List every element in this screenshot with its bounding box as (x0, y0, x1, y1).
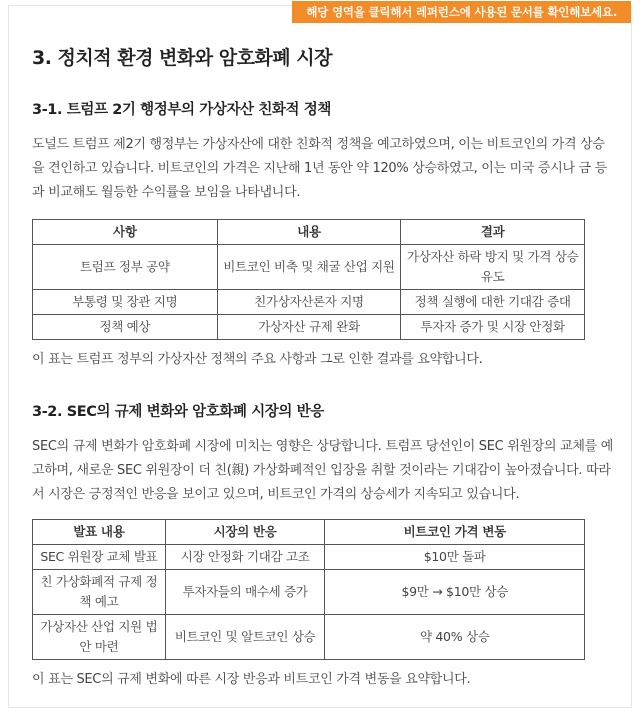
section-heading-3-1: 3-1. 트럼프 2기 행정부의 가상자산 친화적 정책 (32, 102, 331, 118)
table-row (33, 545, 585, 570)
section-heading-3-2: 3-2. SEC의 규제 변화와 암호화폐 시장의 반응 (32, 404, 324, 420)
table-cell: 정책 예상 (33, 315, 218, 340)
table-cell: 가상자산 산업 지원 법안 마련 (33, 615, 166, 660)
table-caption-3-2: 이 표는 SEC의 규제 변화에 따른 시장 반응과 비트코인 가격 변동을 요약합니다. (32, 672, 471, 687)
table-cell: 약 40% 상승 (325, 615, 585, 660)
table-cell: 가상자산 하락 방지 및 가격 상승 유도 (401, 245, 585, 290)
table-row (33, 245, 585, 290)
table-row (33, 570, 585, 615)
column-header: 발표 내용 (33, 520, 166, 545)
table-cell: SEC 위원장 교체 발표 (33, 545, 166, 570)
column-header: 결과 (401, 220, 585, 245)
table-cell: 비트코인 비축 및 채굴 산업 지원 (217, 245, 401, 290)
table-cell: $10만 돌파 (325, 545, 585, 570)
document-content (32, 43, 614, 692)
column-header: 비트코인 가격 변동 (325, 520, 585, 545)
column-header: 사항 (33, 220, 218, 245)
table-cell: 트럼프 정부 공약 (33, 245, 218, 290)
reference-banner[interactable]: 해당 영역을 클릭해서 레퍼런스에 사용된 문서를 확인해보세요. (292, 1, 631, 23)
table-header-row (33, 220, 585, 245)
table-cell: 정책 실행에 대한 기대감 증대 (401, 290, 585, 315)
table-cell: 비트코인 및 알트코인 상승 (165, 615, 325, 660)
table-header-row (33, 520, 585, 545)
table-cell: 친가상자산론자 지명 (217, 290, 401, 315)
table-row (33, 615, 585, 660)
sec-reaction-table (32, 519, 585, 660)
page-title: 3. 정치적 환경 변화와 암호화폐 시장 (32, 47, 332, 69)
table-cell: 투자자들의 매수세 증가 (165, 570, 325, 615)
column-header: 내용 (217, 220, 401, 245)
table-cell: 시장 안정화 기대감 고조 (165, 545, 325, 570)
document-frame (8, 5, 632, 708)
table-cell: 부통령 및 장관 지명 (33, 290, 218, 315)
table-cell: 가상자산 규제 완화 (217, 315, 401, 340)
table-cell: 친 가상화폐적 규제 정책 예고 (33, 570, 166, 615)
section-paragraph-3-1: 도널드 트럼프 제2기 행정부는 가상자산에 대한 친화적 정책을 예고하였으며, 이는 비트코인의 가격 상승을 견인하고 있습니다. 비트코인의 가격은 지난해 1년 동안 약 120% 상승하였고, 이는 미국 증시나 금 등과 비교해도 월등한 수익률을 보임을 나타냅니다. (32, 137, 607, 200)
policy-table (32, 219, 585, 340)
column-header: 시장의 반응 (165, 520, 325, 545)
table-caption-3-1: 이 표는 트럼프 정부의 가상자산 정책의 주요 사항과 그로 인한 결과를 요약합니다. (32, 352, 483, 367)
table-cell: $9만 → $10만 상승 (325, 570, 585, 615)
table-row (33, 315, 585, 340)
table-row (33, 290, 585, 315)
table-cell: 투자자 증가 및 시장 안정화 (401, 315, 585, 340)
section-paragraph-3-2: SEC의 규제 변화가 암호화폐 시장에 미치는 영향은 상당합니다. 트럼프 당선인이 SEC 위원장의 교체를 예고하며, 새로운 SEC 위원장이 더 친(親) 가상화폐적인 입장을 취할 것이라는 기대감이 높아졌습니다. 따라서 시장은 긍정적인 반응을 보이고 있으며, 비트코인 가격의 상승세가 지속되고 있습니다. (32, 439, 614, 502)
